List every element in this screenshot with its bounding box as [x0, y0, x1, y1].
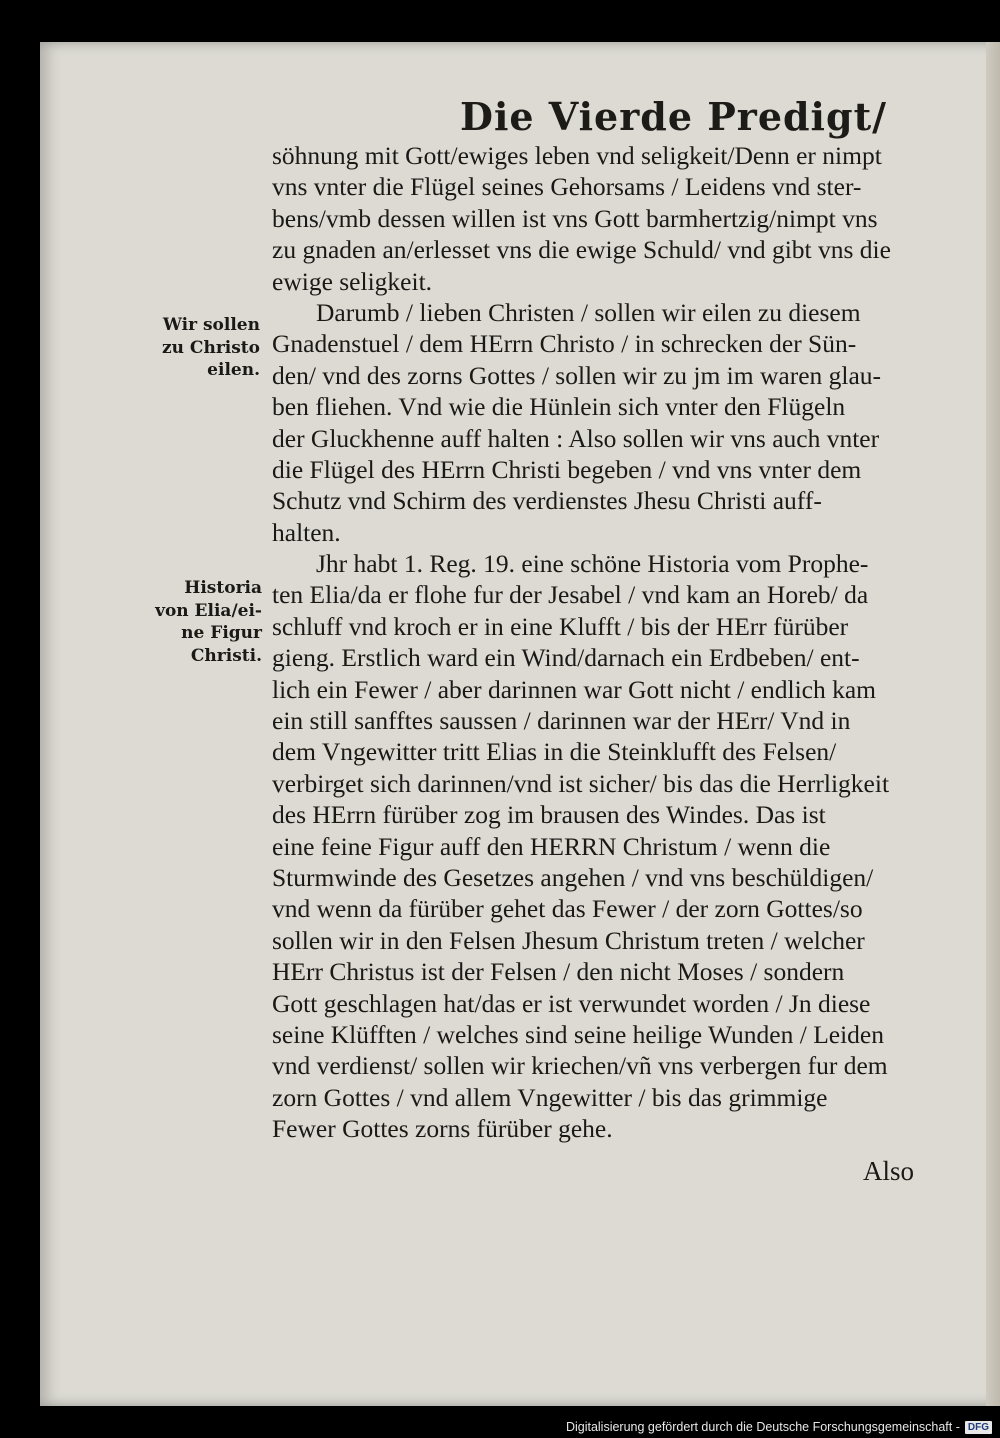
margin-note-line: Historia: [184, 578, 262, 598]
text-line: dem Vngewitter tritt Elias in die Steinklufft des Felsen/: [272, 737, 837, 767]
margin-note-line: Christi.: [190, 645, 262, 666]
text-line: Sturmwinde des Gesetzes angehen / vnd vns beschüldigen/: [272, 862, 874, 892]
text-line: vns vnter die Flügel seines Gehorsams / Leidens vnd ster-: [272, 172, 862, 202]
text-line: lich ein Fewer / aber darinnen war Gott nicht / endlich kam: [272, 674, 877, 704]
sermon-body-text: [272, 140, 952, 1145]
text-line: die Flügel des HErrn Christi begeben / vnd vns vnter dem: [272, 454, 862, 484]
margin-note-line: zu Christo: [162, 337, 260, 358]
text-line: des HErrn fürüber zog im brausen des Windes. Das ist: [272, 800, 826, 830]
margin-note-line: Wir sollen: [162, 315, 260, 335]
margin-note-historia: [140, 577, 262, 667]
text-line: zu gnaden an/erlesset vns die ewige Schuld/ vnd gibt vns die: [272, 235, 891, 265]
text-line: zorn Gottes / vnd allem Vngewitter / bis das grimmige: [272, 1082, 828, 1112]
text-line: der Gluckhenne auff halten : Also sollen wir vns auch vnter: [272, 423, 880, 453]
text-line: vnd verdienst/ sollen wir kriechen/vñ vns verbergen fur dem: [272, 1051, 888, 1081]
digitization-credit: [566, 1420, 992, 1434]
page-edge: [986, 42, 1000, 1406]
text-line: vnd wenn da fürüber gehet das Fewer / der zorn Gottes/so: [272, 894, 863, 924]
text-line: seine Klüfften / welches sind seine heilige Wunden / Leiden: [272, 1019, 884, 1049]
text-line: den/ vnd des zorns Gottes / sollen wir zu jm im waren glau-: [272, 360, 882, 390]
margin-note-line: ne Figur: [181, 623, 262, 643]
running-header: Die Vierde Predigt/: [460, 94, 887, 139]
text-line: Gott geschlagen hat/das er ist verwundet worden / Jn diese: [272, 988, 871, 1018]
text-line: gieng. Erstlich ward ein Wind/darnach ein Erdbeben/ ent-: [272, 643, 860, 673]
margin-note-line: eilen.: [207, 360, 260, 380]
text-line: Schutz vnd Schirm des verdienstes Jhesu Christi auff-: [272, 486, 822, 516]
text-line: ben fliehen. Vnd wie die Hünlein sich vnter den Flügeln: [272, 392, 846, 422]
text-line: ten Elia/da er flohe fur der Jesabel / vnd kam an Horeb/ da: [272, 580, 869, 610]
text-line: verbirget sich darinnen/vnd ist sicher/ bis das die Herrligkeit: [272, 768, 890, 798]
margin-note-eilen: [130, 314, 260, 382]
text-line: HErr Christus ist der Felsen / den nicht Moses / sondern: [272, 957, 845, 987]
text-line: bens/vmb dessen willen ist vns Gott barmhertzig/nimpt vns: [272, 203, 878, 233]
text-line: söhnung mit Gott/ewiges leben vnd seligkeit/Denn er nimpt: [272, 141, 882, 170]
text-line: halten.: [272, 517, 341, 547]
text-line: eine feine Figur auff den HERRN Christum / wenn die: [272, 831, 831, 861]
catchword: Also: [862, 1156, 914, 1186]
dfg-logo: DFG: [965, 1421, 992, 1434]
credit-text: Digitalisierung gefördert durch die Deutsche Forschungsgemeinschaft -: [565, 1420, 960, 1434]
margin-note-line: von Elia/ei-: [155, 600, 262, 621]
text-line: ewige seligkeit.: [272, 266, 433, 296]
text-line: schluff vnd kroch er in eine Klufft / bis der HErr fürüber: [272, 611, 849, 641]
text-line: Gnadenstuel / dem HErrn Christo / in schrecken der Sün-: [272, 329, 857, 359]
text-line: Fewer Gottes zorns fürüber gehe.: [272, 1114, 613, 1144]
text-line: Jhr habt 1. Reg. 19. eine schöne Historia vom Prophe-: [316, 549, 869, 579]
text-line: ein still sanfftes saussen / darinnen war der HErr/ Vnd in: [272, 706, 851, 736]
text-line: Darumb / lieben Christen / sollen wir eilen zu diesem: [316, 297, 861, 327]
text-line: sollen wir in den Felsen Jhesum Christum treten / welcher: [272, 925, 865, 955]
book-page: [40, 42, 1000, 1406]
